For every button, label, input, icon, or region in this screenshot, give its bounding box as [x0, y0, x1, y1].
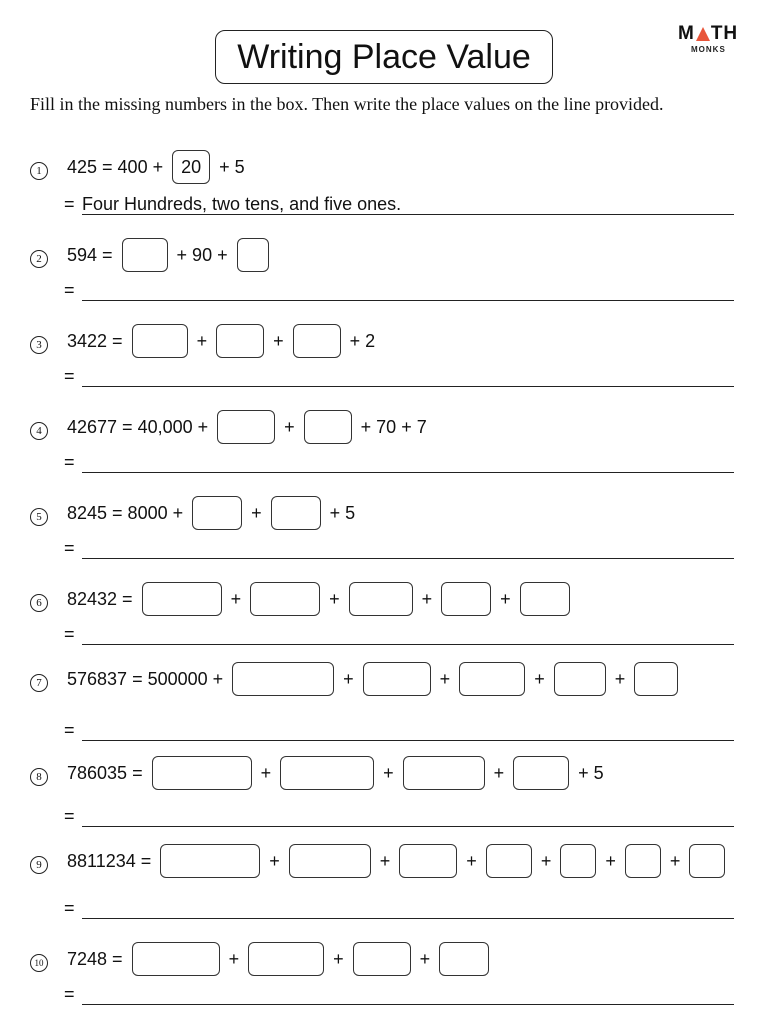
write-line — [82, 740, 734, 741]
equation-text: + — [268, 330, 289, 351]
logo-subtext: MONKS — [691, 45, 726, 54]
answer-box[interactable] — [459, 662, 525, 696]
write-line — [82, 386, 734, 387]
equation-text: + — [488, 762, 510, 783]
problem-number: 9 — [30, 856, 48, 874]
write-line — [82, 472, 734, 473]
equation-text: + — [223, 948, 245, 969]
problem-number: 8 — [30, 768, 48, 786]
equation-row — [63, 324, 379, 358]
equation-text: + — [225, 588, 247, 609]
answer-box[interactable] — [689, 844, 725, 878]
equation-row — [63, 844, 725, 878]
answer-box[interactable] — [439, 942, 489, 976]
equation-text: 42677 = 40,000 + — [67, 416, 214, 437]
equation-text: + — [338, 668, 359, 689]
answer-box[interactable] — [520, 582, 570, 616]
equation-row — [63, 238, 269, 272]
equation-row — [63, 150, 249, 184]
equation-text: + — [324, 588, 345, 609]
problem-number: 6 — [30, 594, 48, 612]
equation-text: + — [378, 762, 399, 783]
equation-text: + 5 — [324, 502, 356, 523]
equals-sign: = — [64, 720, 75, 740]
answer-box[interactable] — [349, 582, 413, 616]
equation-row — [63, 582, 570, 616]
equation-text: + — [416, 588, 438, 609]
answer-box[interactable] — [280, 756, 374, 790]
equation-text: 8811234 = — [67, 850, 157, 871]
answer-box[interactable] — [152, 756, 252, 790]
answer-box[interactable] — [363, 662, 431, 696]
answer-box[interactable] — [554, 662, 606, 696]
equation-text: + — [495, 588, 516, 609]
equation-text: + — [600, 850, 621, 871]
answer-text: Four Hundreds, two tens, and five ones. — [82, 194, 402, 214]
equals-sign: = — [64, 898, 75, 918]
answer-box[interactable] — [192, 496, 242, 530]
logo-text-m: M — [678, 23, 695, 44]
equation-row — [63, 496, 359, 530]
write-line — [82, 558, 734, 559]
equation-text: + — [414, 948, 436, 969]
answer-box[interactable] — [132, 324, 188, 358]
equals-sign: = — [64, 366, 75, 386]
logo-text-th: TH — [710, 23, 739, 44]
answer-box[interactable] — [142, 582, 222, 616]
problem-number: 10 — [30, 954, 48, 972]
equation-text: + — [461, 850, 482, 871]
answer-box[interactable] — [560, 844, 596, 878]
write-line — [82, 300, 734, 301]
answer-box[interactable] — [304, 410, 352, 444]
answer-box[interactable] — [122, 238, 168, 272]
equation-row — [63, 662, 678, 696]
instructions: Fill in the missing numbers in the box. Then write the place values on the line provided. — [30, 94, 664, 114]
answer-box[interactable] — [293, 324, 341, 358]
equation-row — [63, 410, 431, 444]
answer-box[interactable] — [441, 582, 491, 616]
logo-triangle-icon — [696, 27, 710, 41]
equation-text: + — [434, 668, 456, 689]
problem-number: 4 — [30, 422, 48, 440]
problem-number: 1 — [30, 162, 48, 180]
equation-text: + 5 — [573, 762, 604, 783]
answer-box[interactable] — [271, 496, 321, 530]
answer-box[interactable] — [248, 942, 324, 976]
equation-text: + — [279, 416, 300, 437]
equals-sign: = — [64, 624, 75, 644]
answer-box[interactable] — [132, 942, 220, 976]
answer-box[interactable] — [513, 756, 569, 790]
equation-text: + — [264, 850, 285, 871]
equation-text: 82432 = — [67, 588, 138, 609]
write-line — [82, 1004, 734, 1005]
answer-box[interactable] — [217, 410, 275, 444]
answer-box[interactable] — [289, 844, 371, 878]
equation-text: + — [529, 668, 550, 689]
equation-text: + — [535, 850, 557, 871]
equation-text: + — [609, 668, 631, 689]
answer-box[interactable] — [486, 844, 532, 878]
equals-sign: = — [64, 194, 75, 214]
equals-sign: = — [64, 280, 75, 300]
equation-text: 425 = 400 + — [67, 156, 169, 177]
write-line — [82, 644, 734, 645]
equation-text: + — [664, 850, 686, 871]
write-line — [82, 826, 734, 827]
equation-text: + 70 + 7 — [355, 416, 427, 437]
equation-text: 786035 = — [67, 762, 148, 783]
problem-number: 5 — [30, 508, 48, 526]
equation-text: + — [374, 850, 396, 871]
title-text: Writing Place Value — [237, 37, 531, 76]
equation-text: + 5 — [214, 156, 245, 177]
answer-box[interactable] — [160, 844, 260, 878]
equation-text: + — [255, 762, 277, 783]
answer-box[interactable] — [634, 662, 678, 696]
equation-text: 576837 = 500000 + — [67, 668, 229, 689]
answer-box[interactable] — [232, 662, 334, 696]
worksheet-title — [215, 30, 553, 84]
equation-text: 7248 = — [67, 948, 128, 969]
equals-sign: = — [64, 806, 75, 826]
equation-text: + 2 — [344, 330, 376, 351]
equation-text: 8245 = 8000 + — [67, 502, 189, 523]
equation-row — [63, 756, 608, 790]
answer-box[interactable]: 20 — [172, 150, 210, 184]
answer-box[interactable] — [625, 844, 661, 878]
answer-box[interactable] — [237, 238, 269, 272]
problem-number: 3 — [30, 336, 48, 354]
answer-box[interactable] — [403, 756, 485, 790]
equation-text: 594 = — [67, 244, 118, 265]
equation-text: 3422 = — [67, 330, 128, 351]
equals-sign: = — [64, 452, 75, 472]
problem-number: 2 — [30, 250, 48, 268]
answer-box[interactable] — [250, 582, 320, 616]
problem-number: 7 — [30, 674, 48, 692]
equation-text: + — [246, 502, 267, 523]
equals-sign: = — [64, 538, 75, 558]
equation-text: + 90 + — [171, 244, 233, 265]
answer-box[interactable] — [353, 942, 411, 976]
equation-text: + — [328, 948, 349, 969]
answer-box[interactable] — [399, 844, 457, 878]
equation-text: + — [191, 330, 213, 351]
math-monks-logo — [678, 24, 742, 58]
write-line — [82, 918, 734, 919]
equation-row — [63, 942, 489, 976]
write-line — [82, 214, 734, 215]
answer-box[interactable] — [216, 324, 264, 358]
equals-sign: = — [64, 984, 75, 1004]
